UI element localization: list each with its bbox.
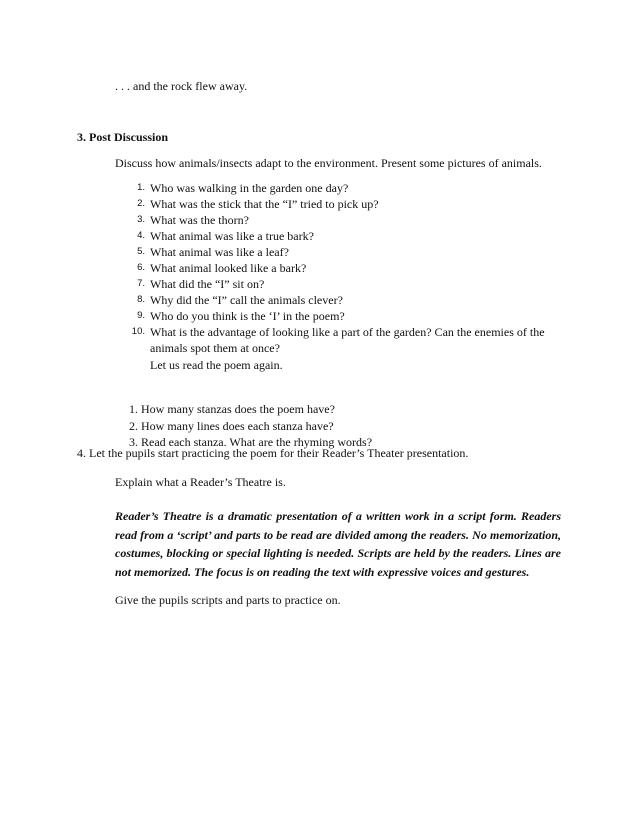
list-item [115,244,575,260]
question-text: What was the stick that the “I” tried to pick up? [150,197,379,211]
list-item [115,228,575,244]
list-item [115,260,575,276]
question-text: What animal looked like a bark? [150,261,307,275]
list-item [115,324,575,356]
list-number: 2. [137,198,145,209]
read-again-text: Let us read the poem again. [150,358,283,372]
stanza-questions-list [129,401,372,451]
question-text: Who was walking in the garden one day? [150,181,349,195]
section-4-closing: Give the pupils scripts and parts to practice on. [115,593,341,607]
question-text: What animal was like a true bark? [150,229,314,243]
list-number: 1. [137,182,145,193]
question-text: What is the advantage of looking like a part of the garden? Can the enemies of the animals spot them at once? [150,325,545,355]
list-number: 5. [137,246,145,257]
list-number: 4. [137,230,145,241]
list-number: 9. [137,310,145,321]
list-item: 2. How many lines does each stanza have? [129,418,334,433]
question-text: What animal was like a leaf? [150,245,289,259]
list-number: 3. [137,214,145,225]
readers-theatre-definition: Reader’s Theatre is a dramatic presentation of a written work in a script form. Readers read from a ‘script’ and parts to be read are divided among the readers. No memorization, costumes, blocking or special lighting is needed. Scripts are held by the readers. Lines are not memorized. The focus is on reading the text with expressive voices and gestures. [115,509,561,579]
list-item [115,196,575,212]
list-number: 8. [137,294,145,305]
list-item [115,292,575,308]
section-4-explain: Explain what a Reader’s Theatre is. [115,475,286,489]
question-text: What was the thorn? [150,213,249,227]
list-number: 7. [137,278,145,289]
discussion-questions-list [115,180,575,356]
list-number: 10. [131,326,145,337]
list-item [115,212,575,228]
list-item: 3. Read each stanza. What are the rhyming words? [129,435,373,449]
list-item: 1. How many stanzas does the poem have? [129,402,335,416]
question-text: What did the “I” sit on? [150,277,265,291]
list-item [115,276,575,292]
intro-line: . . . and the rock flew away. [115,79,248,93]
section-4-heading: 4. Let the pupils start practicing the poem for their Reader’s Theater presentation. [77,446,469,460]
section-3-heading: 3. Post Discussion [77,130,169,144]
list-item [115,308,575,324]
list-item [115,180,575,196]
question-text: Who do you think is the ‘I’ in the poem? [150,309,345,323]
question-text: Why did the “I” call the animals clever? [150,293,343,307]
section-3-instruction: Discuss how animals/insects adapt to the environment. Present some pictures of animals. [115,156,542,170]
list-number: 6. [137,262,145,273]
